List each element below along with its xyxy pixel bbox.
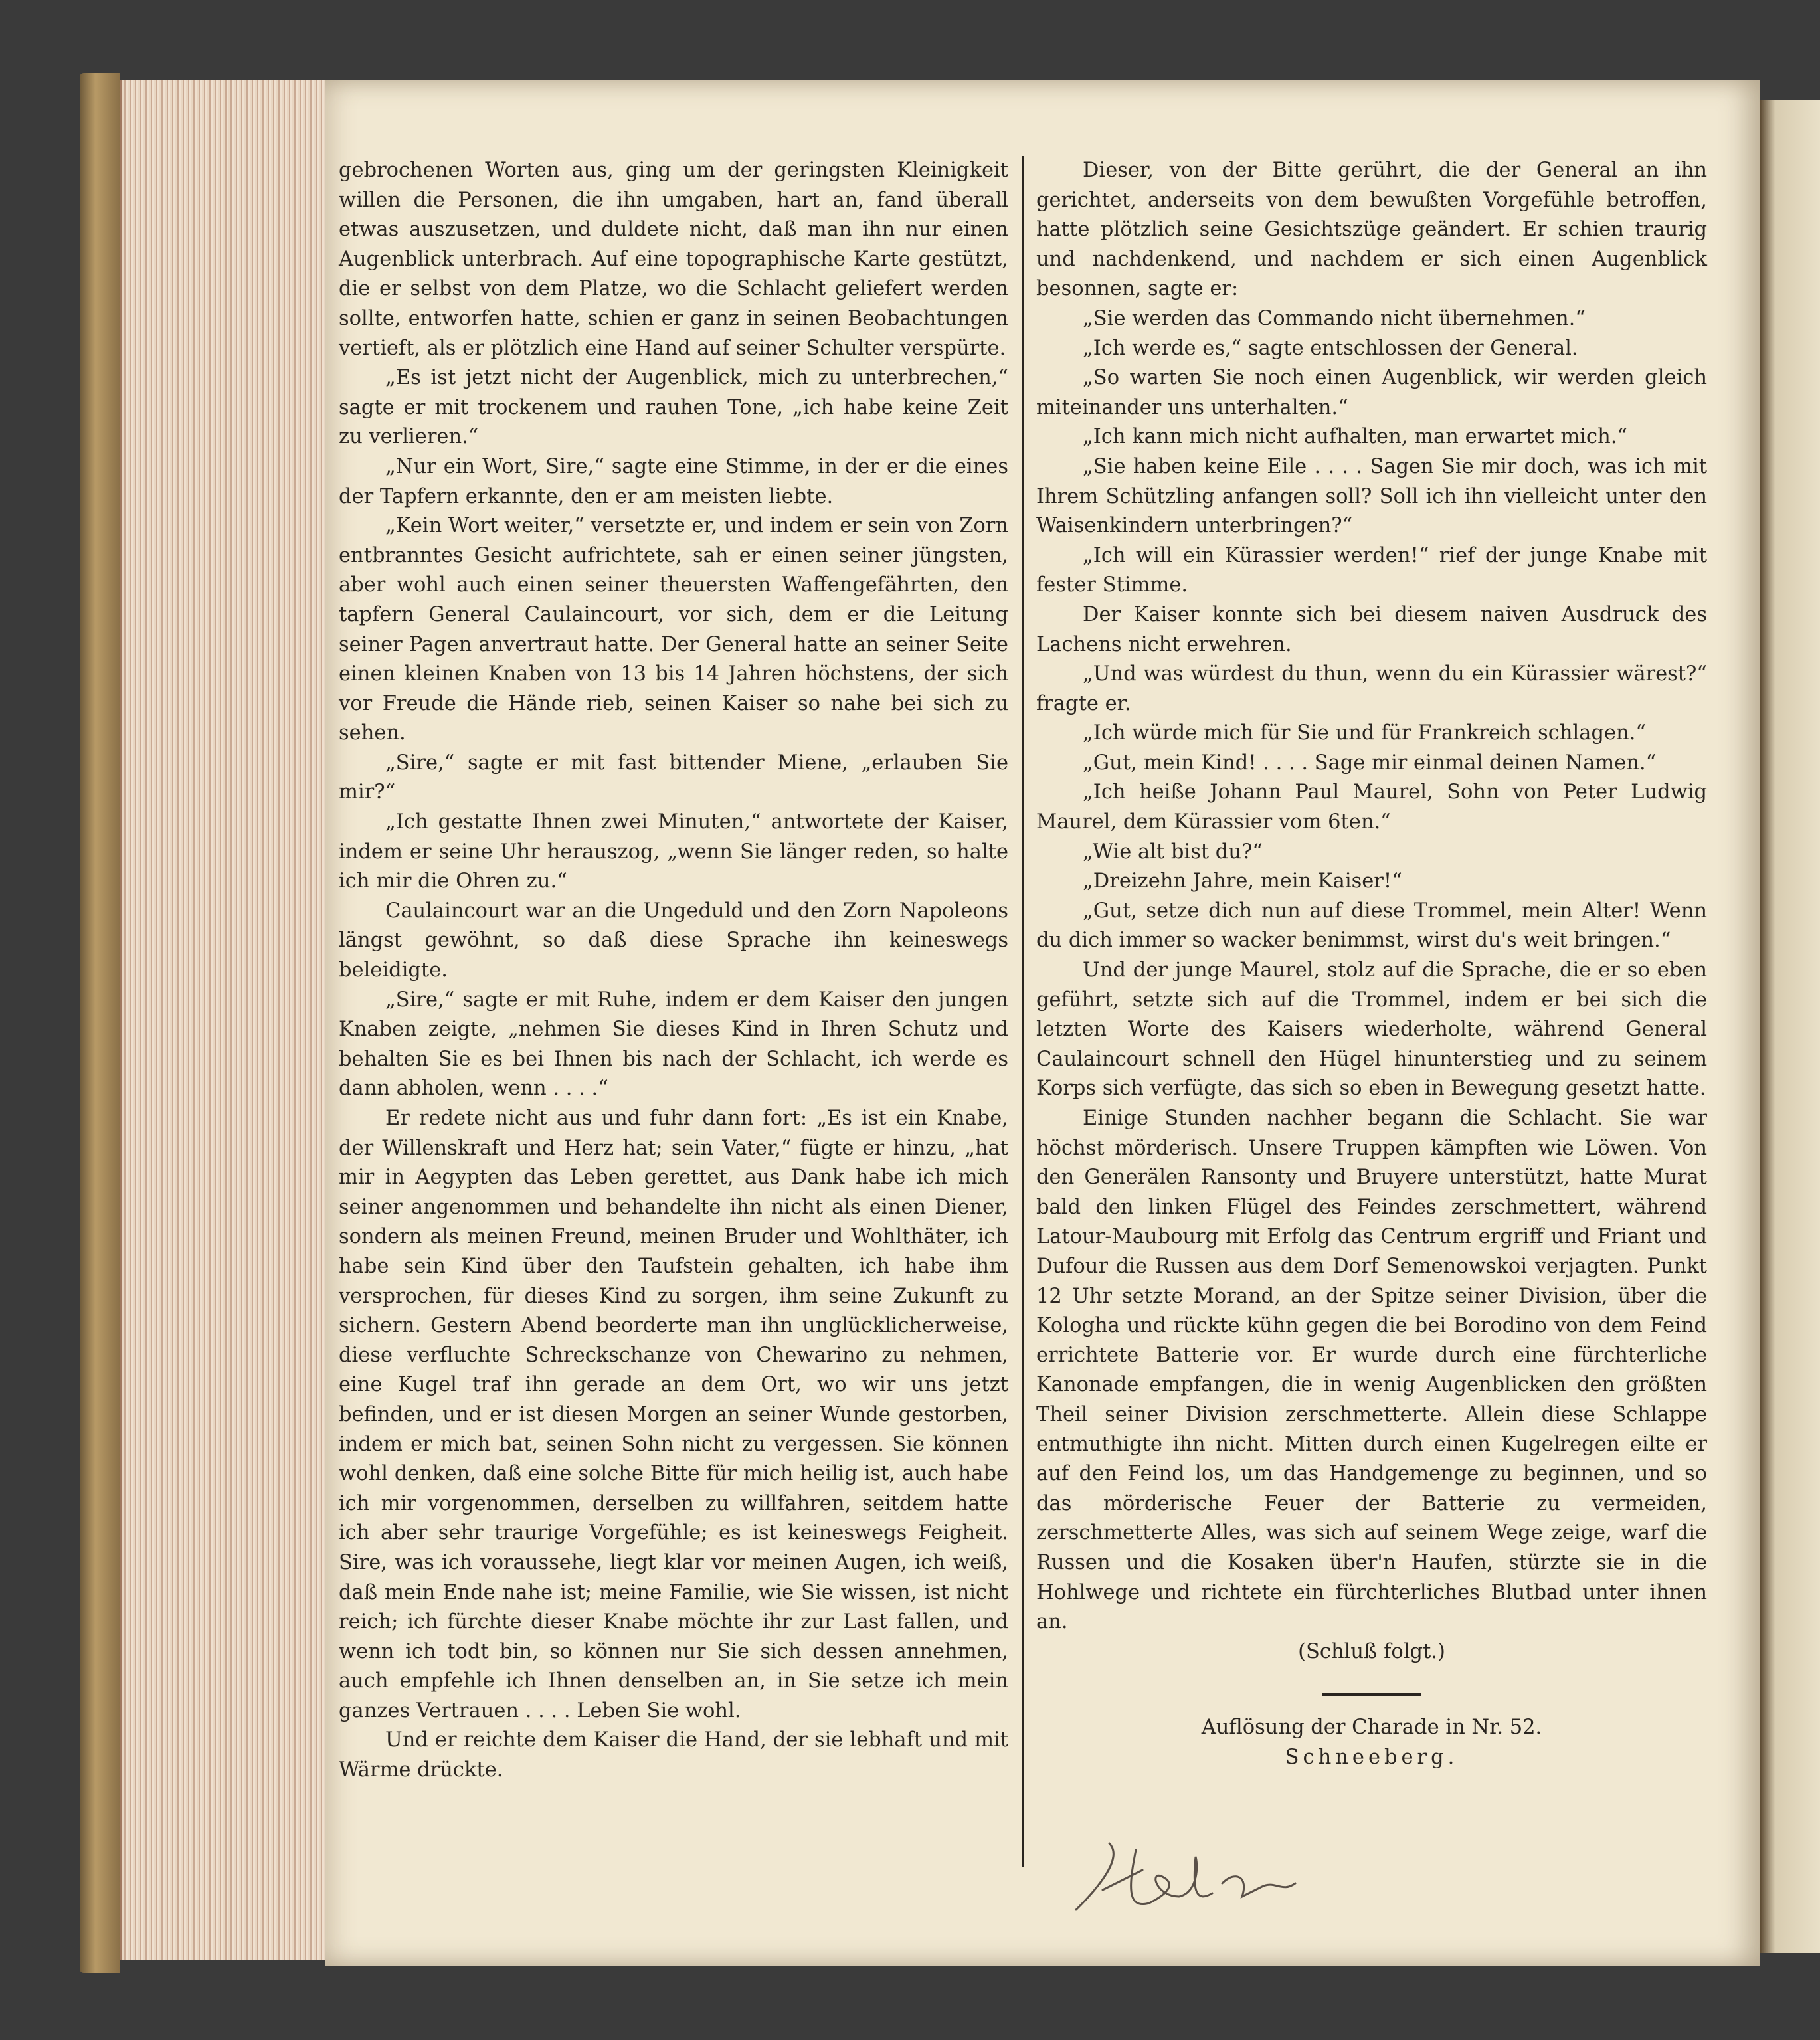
paragraph: „Ich heiße Johann Paul Maurel, Sohn von Peter Ludwig Maurel, dem Kürassier vom 6ten.“ [1036, 781, 1707, 834]
paragraph: „Dreizehn Jahre, mein Kaiser!“ [1083, 870, 1402, 893]
paragraph: „Sie haben keine Eile . . . . Sagen Sie mir doch, was ich mit Ihrem Schützling anfangen soll? Soll ich ihn vielleicht unter den Waisenkindern unterbringen?“ [1036, 454, 1707, 538]
paragraph: „So warten Sie noch einen Augenblick, wir werden gleich miteinander uns unterhalten.“ [1036, 366, 1707, 419]
paragraph: „Sie werden das Commando nicht übernehmen.“ [1083, 306, 1586, 330]
adjacent-page-fragment [1767, 199, 1820, 1661]
column-divider [1022, 156, 1024, 1867]
paragraph: Caulaincourt war an die Ungeduld und den Zorn Napoleons längst gewöhnt, so daß diese Sprache ihn keineswegs beleidigte. [339, 899, 1008, 982]
right-text-column [1036, 156, 1707, 1772]
charade-solution-heading: Auflösung der Charade in Nr. 52. [1201, 1716, 1542, 1740]
paragraph: „Und was würdest du thun, wenn du ein Kürassier wärest?“ fragte er. [1036, 662, 1707, 715]
paragraph: „Sire,“ sagte er mit fast bittender Miene, „erlauben Sie mir?“ [339, 751, 1008, 804]
paragraph: Und der junge Maurel, stolz auf die Sprache, die er so eben geführt, setzte sich auf die Trommel, indem er bei sich die letzten Worte des Kaisers wiederholte, während General Caulaincourt schnell den Hügel hinunterstieg und zu seinem Korps sich verfügte, das sich so eben in Bewegung gesetzt hatte. [1036, 959, 1707, 1101]
paragraph: „Ich kann mich nicht aufhalten, man erwartet mich.“ [1083, 425, 1628, 449]
paragraph: „Kein Wort weiter,“ versetzte er, und indem er sein von Zorn entbranntes Gesicht aufrichtete, sah er einen seiner jüngsten, aber wohl auch einen seiner theuersten Waffengefährten, den tapfern General Caulaincourt, vor sich, dem er die Leitung seiner Pagen anvertraut hatte. Der General hatte an seiner Seite einen kleinen Knaben von 13 bis 14 Jahren höchstens, der sich vor Freude die Hände rieb, seinen Kaiser so nahe bei sich zu sehen. [339, 514, 1008, 745]
paragraph: „Sire,“ sagte er mit Ruhe, indem er dem Kaiser den jungen Knaben zeigte, „nehmen Sie dieses Kind in Ihren Schutz und behalten Sie es bei Ihnen bis nach der Schlacht, ich werde es dann abholen, wenn . . . .“ [339, 988, 1008, 1101]
handwriting-icon [1063, 1830, 1315, 1930]
book-binding-edge [80, 73, 120, 1973]
charade-solution-answer: Schneeberg. [1285, 1745, 1459, 1769]
paragraph: Er redete nicht aus und fuhr dann fort: „Es ist ein Knabe, der Willenskraft und Herz hat; sein Vater,“ fügte er hinzu, „hat mir in Aegypten das Leben gerettet, aus Dank habe ich mich seiner angenommen und behandelte ihn nicht als einen Diener, sondern als meinen Freund, meinen Bruder und Wohlthäter, ich habe sein Kind über den Taufstein gehalten, ich habe ihm versprochen, für dieses Kind zu sorgen, ihm seine Zukunft zu sichern. Gestern Abend beorderte man ihn unglücklicherweise, diese verfluchte Schreckschanze von Chewarino zu nehmen, eine Kugel traf ihn gerade an dem Ort, wo wir uns jetzt befinden, und er ist diesen Morgen an seiner Wunde gestorben, indem er mich bat, seinen Sohn nicht zu vergessen. Sie können wohl denken, daß eine solche Bitte für mich heilig ist, auch habe ich mir vorgenommen, derselben zu willfahren, seitdem hatte ich aber sehr traurige Vorgefühle; es ist keineswegs Feigheit. Sire, was ich voraussehe, liegt klar vor meinen Augen, ich weiß, daß mein Ende nahe ist; meine Familie, wie Sie wissen, ist nicht reich; ich fürchte dieser Knabe möchte ihr zur Last fallen, und wenn ich todt bin, so können nur Sie sich dessen annehmen, auch empfehle ich Ihnen denselben an, in Sie setze ich mein ganzes Vertrauen . . . . Leben Sie wohl. [339, 1107, 1008, 1722]
paragraph: Und er reichte dem Kaiser die Hand, der sie lebhaft und mit Wärme drückte. [339, 1728, 1008, 1782]
paragraph: „Ich gestatte Ihnen zwei Minuten,“ antwortete der Kaiser, indem er seine Uhr herauszog, „wenn Sie länger reden, so halte ich mir die Ohren zu.“ [339, 810, 1008, 893]
paragraph: „Nur ein Wort, Sire,“ sagte eine Stimme, in der er die eines der Tapfern erkannte, den er am meisten liebte. [339, 454, 1008, 508]
handwritten-pencil-note [1063, 1830, 1315, 1930]
paragraph: „Ich werde es,“ sagte entschlossen der General. [1083, 336, 1578, 360]
left-text-column [339, 156, 1008, 1786]
paragraph: gebrochenen Worten aus, ging um der geringsten Kleinigkeit willen die Personen, die ihn umgaben, hart an, fand überall etwas auszusetzen, und duldete nicht, daß man ihn nur einen Augenblick unterbrach. Auf eine topographische Karte gestützt, die er selbst von dem Platze, wo die Schlacht geliefert werden sollte, entworfen hatte, schien er ganz in seinen Beobachtungen vertieft, als er plötzlich eine Hand auf seiner Schulter verspürte. [339, 159, 1008, 360]
paragraph: „Wie alt bist du?“ [1083, 840, 1263, 864]
page-stack-edge [120, 80, 328, 1960]
paragraph: „Ich würde mich für Sie und für Frankreich schlagen.“ [1083, 721, 1646, 745]
continuation-note: (Schluß folgt.) [1298, 1639, 1445, 1663]
paragraph: „Es ist jetzt nicht der Augenblick, mich zu unterbrechen,“ sagte er mit trockenem und rauhen Tone, „ich habe keine Zeit zu verlieren.“ [339, 366, 1008, 449]
paragraph: Einige Stunden nachher begann die Schlacht. Sie war höchst mörderisch. Unsere Truppen kämpften wie Löwen. Von den Generälen Ransonty und Bruyere unterstützt, hatte Murat bald den linken Flügel des Feindes zerschmettert, während Latour-Maubourg mit Erfolg das Centrum ergriff und Friant und Dufour die Russen aus dem Dorf Semenowskoi verjagten. Punkt 12 Uhr setzte Morand, an der Spitze seiner Division, über die Kologha und rückte kühn gegen die bei Borodino von dem Feind errichtete Batterie vor. Er wurde durch eine fürchterliche Kanonade empfangen, die in wenig Augenblicken den größten Theil seiner Division zerschmetterte. Allein diese Schlappe entmuthigte ihn nicht. Mitten durch einen Kugelregen eilte er auf den Feind los, um das Handgemenge zu beginnen, und so das mörderische Feuer der Batterie zu vermeiden, zerschmetterte Alles, was sich auf seinem Wege zeige, warf die Russen und die Kosaken über'n Haufen, stürzte sie in die Hohlwege und richtete ein fürchterliches Blutbad unter ihnen an. [1036, 1107, 1707, 1634]
paragraph: Der Kaiser konnte sich bei diesem naiven Ausdruck des Lachens nicht erwehren. [1036, 603, 1707, 656]
paragraph: „Gut, mein Kind! . . . . Sage mir einmal deinen Namen.“ [1083, 751, 1657, 775]
paragraph: „Ich will ein Kürassier werden!“ rief der junge Knabe mit fester Stimme. [1036, 543, 1707, 597]
section-separator [1322, 1693, 1421, 1696]
paragraph: „Gut, setze dich nun auf diese Trommel, mein Alter! Wenn du dich immer so wacker benimmst, wirst du's weit bringen.“ [1036, 899, 1707, 953]
paragraph: Dieser, von der Bitte gerührt, die der General an ihn gerichtet, anderseits von dem bewußten Vorgefühle betroffen, hatte plötzlich seine Gesichtszüge geändert. Er schien traurig und nachdenkend, und nachdem er sich einen Augenblick besonnen, sagte er: [1036, 159, 1707, 301]
